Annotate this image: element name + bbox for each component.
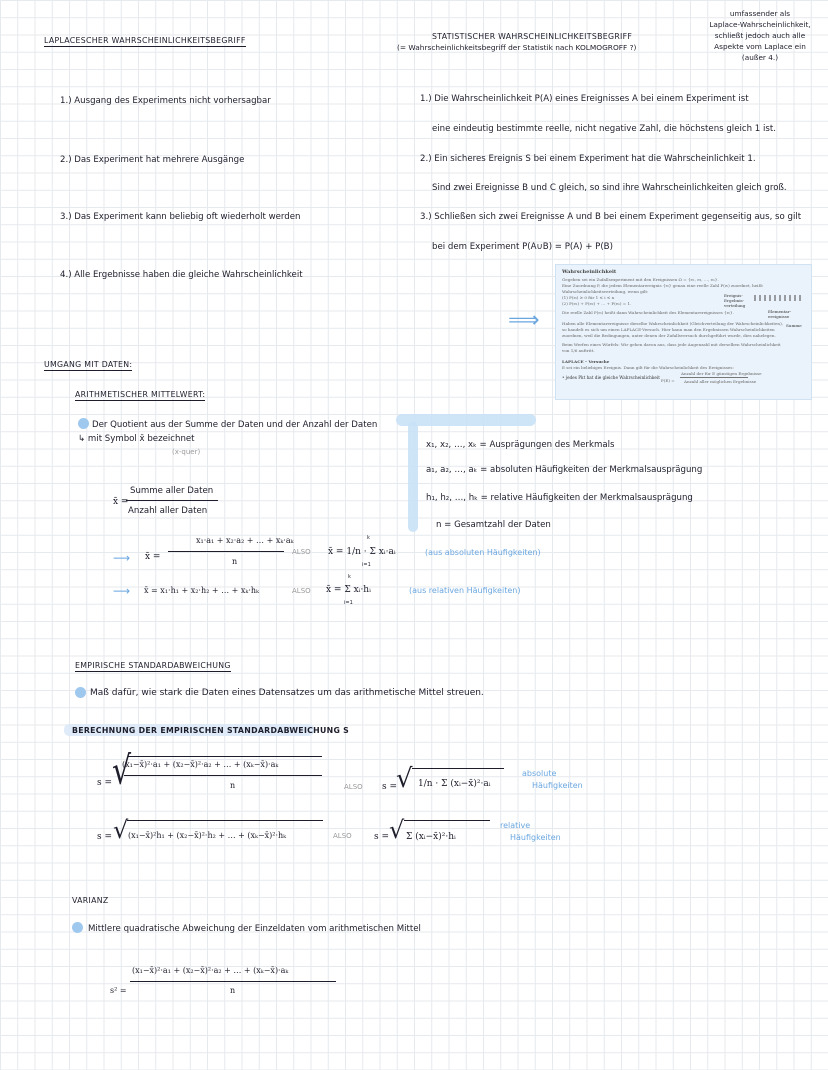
kolmogorov-item-1b: eine eindeutig bestimmte reelle, nicht negative Zahl, die höchstens gleich 1 ist.	[432, 124, 776, 134]
compact-rel: x̄ = Σ xᵢ·hᵢ	[326, 585, 371, 595]
legend-2: a₁, a₂, …, aₖ = absoluten Häufigkeiten der Merkmalsausprägung	[426, 465, 703, 475]
var-num: (x₁−x̄)²·a₁ + (x₂−x̄)²·a₂ + … + (xₖ−x̄)·aₖ	[132, 966, 289, 975]
box-laplace-heading: LAPLACE – Versuche	[562, 359, 610, 364]
legend-4: n = Gesamtzahl der Daten	[436, 520, 551, 530]
box-line: (2) P(e₁) + P(e₂) + … + P(eₙ) = 1.	[562, 301, 632, 306]
box-laplace-line: E sei ein beliebiges Ereignis. Dann gilt für die Wahrscheinlichkeit des Ereignisses:	[562, 365, 734, 370]
sum-limit-top: k	[348, 574, 351, 580]
also-4: ALSO	[333, 832, 352, 840]
std-abs-num: (x₁−x̄)²·a₁ + (x₂−x̄)²·a₂ + … + (xₖ−x̄)·aₖ	[122, 760, 279, 769]
box-line: Die reelle Zahl P(eᵢ) heißt dann Wahrscheinlichkeit des Elementarereignisses {eᵢ}.	[562, 310, 734, 315]
box-heading: Wahrscheinlichkeit	[562, 269, 617, 275]
sum-limit-bottom: i=1	[344, 600, 353, 606]
s-eq: s =	[97, 778, 113, 788]
textbook-excerpt	[555, 264, 812, 400]
box-line: Eine Zuordnung P, die jedem Elementarereignis {eᵢ} genau eine reelle Zahl P(eᵢ) zuordnet, heißt	[562, 283, 763, 288]
laplace-item-2: 2.) Das Experiment hat mehrere Ausgänge	[60, 155, 245, 165]
frac-den: Anzahl aller Daten	[128, 506, 208, 516]
xquer-note: (x-quer)	[172, 448, 201, 456]
also-3: ALSO	[344, 783, 363, 791]
also-1: ALSO	[292, 548, 311, 556]
box-side-label: Elementar-	[768, 309, 792, 314]
margin-note: umfassender als Laplace-Wahrscheinlichkeit, schließt jedoch auch alle Aspekte vom Laplace ein (außer 4.)	[709, 9, 811, 62]
rel-note: relative Häufigkeiten	[500, 821, 561, 842]
sum-abs-num: x₁·a₁ + x₂·a₂ + … + xₖ·aₖ	[196, 536, 294, 545]
s-eq: s =	[97, 832, 113, 842]
mittelwert-title: ARITHMETISCHER MITTELWERT:	[75, 390, 206, 399]
aus-rel: (aus relativen Häufigkeiten)	[409, 586, 521, 595]
umgang-title: UMGANG MIT DATEN:	[44, 360, 133, 369]
sum-limit-bottom: i=1	[362, 562, 371, 568]
legend-3: h₁, h₂, …, hₖ = relative Häufigkeiten der Merkmalsausprägung	[426, 493, 693, 503]
s-eq: s =	[382, 782, 398, 792]
box-line: Gegeben sei ein Zufallsexperiment mit den Ereignissen Ω = {e₁, e₂, …, eₙ}.	[562, 277, 719, 282]
arrow-right-icon: ⟹	[508, 308, 540, 333]
also-2: ALSO	[292, 587, 311, 595]
bullet-icon	[78, 418, 89, 429]
std-text: Maß dafür, wie stark die Daten eines Datensatzes um das arithmetische Mittel streuen.	[90, 688, 484, 698]
sqrt-icon: √	[389, 816, 405, 844]
sum-rel: x̄ = x₁·h₁ + x₂·h₂ + … + xₖ·hₖ	[144, 586, 259, 595]
box-side-label: Summe	[786, 323, 802, 328]
arrow-icon: ⟶	[113, 584, 131, 598]
std-rel-compact: Σ (xᵢ−x̄)²·hᵢ	[406, 832, 456, 842]
box-formula-num: Anzahl der für E günstigen Ergebnisse	[681, 371, 762, 376]
box-line: so handelt es sich um einen LAPLACE-Versuch. Hier kann man den Ergebnissen Wahrscheinlichkeiten	[562, 327, 775, 332]
compact-abs: x̄ = 1/n · Σ xᵢ·aᵢ	[328, 547, 396, 557]
sqrt-icon: √	[396, 764, 413, 794]
xbar-eq: x̄ =	[145, 552, 161, 562]
box-line: Haben alle Elementarereignisse dieselbe Wahrscheinlichkeit (Gleichverteilung der Wahrscheinlichkeiten),	[562, 321, 783, 326]
kolmogorov-item-2b: Sind zwei Ereignisse B und C gleich, so sind ihre Wahrscheinlichkeiten gleich groß.	[432, 183, 787, 193]
highlight-stem	[408, 422, 418, 532]
std-title: EMPIRISCHE STANDARDABWEICHUNG	[75, 661, 231, 670]
laplace-item-1: 1.) Ausgang des Experiments nicht vorhersagbar	[60, 96, 271, 106]
abs-note: absolute Häufigkeiten	[522, 769, 583, 790]
laplace-title: LAPLACESCHER WAHRSCHEINLICHKEITSBEGRIFF	[44, 36, 246, 45]
kolmogorov-item-2: 2.) Ein sicheres Ereignis S bei einem Experiment hat die Wahrscheinlichkeit 1.	[420, 154, 756, 164]
box-line: von 1/6 auftritt.	[562, 348, 595, 353]
varianz-title: VARIANZ	[72, 896, 109, 905]
bullet-icon	[75, 687, 86, 698]
var-den: n	[230, 986, 236, 995]
sqrt-icon: √	[113, 816, 129, 844]
std-calc-title: BERECHNUNG DER EMPIRISCHEN STANDARDABWEICHUNG S	[72, 726, 350, 735]
kolmogorov-item-3: 3.) Schließen sich zwei Ereignisse A und B bei einem Experiment gegenseitig aus, so gilt	[420, 212, 802, 222]
box-line: (1) P(eᵢ) ≥ 0 für 1 ≤ i ≤ n	[562, 295, 615, 300]
box-line: Wahrscheinlichkeitsverteilung, wenn gilt:	[562, 289, 649, 294]
bullet-icon	[72, 922, 83, 933]
box-line: zuordnen, weil die Bedingungen, unter denen der Zufallsversuch durchgeführt wurde, dies nahelegen.	[562, 333, 776, 338]
s2-eq: s² =	[110, 986, 127, 995]
statistic-subtitle: (= Wahrscheinlichkeitsbegriff der Statistik nach KOLMOGROFF ?)	[397, 43, 637, 52]
laplace-item-4: 4.) Alle Ergebnisse haben die gleiche Wahrscheinlichkeit	[60, 270, 303, 280]
kolmogorov-item-3b: bei dem Experiment P(A∪B) = P(A) + P(B)	[432, 242, 613, 252]
xbar-eq: x̄ =	[113, 497, 129, 507]
aus-abs: (aus absoluten Häufigkeiten)	[425, 548, 541, 557]
mittelwert-text: Der Quotient aus der Summe der Daten und der Anzahl der Daten	[92, 420, 378, 430]
box-side-label: verteilung	[724, 303, 746, 308]
varianz-text: Mittlere quadratische Abweichung der Einzeldaten vom arithmetischen Mittel	[88, 924, 421, 934]
std-abs-compact: 1/n · Σ (xᵢ−x̄)²·aᵢ	[418, 779, 491, 789]
box-line: Beim Werfen eines Würfels: Wir gehen davon aus, dass jede Augenzahl mit derselben Wahrscheinlichkeit	[562, 342, 781, 347]
box-note: • jedes Pkt hat die gleiche Wahrscheinlichkeit	[562, 375, 660, 380]
legend-1: x₁, x₂, …, xₖ = Ausprägungen des Merkmals	[426, 440, 615, 450]
kolmogorov-item-1: 1.) Die Wahrscheinlichkeit P(A) eines Ereignisses A bei einem Experiment ist	[420, 94, 749, 104]
statistic-title: STATISTISCHER WAHRSCHEINLICHKEITSBEGRIFF	[432, 32, 633, 41]
box-formula-left: P(E) =	[661, 378, 675, 383]
laplace-item-3: 3.) Das Experiment kann beliebig oft wiederholt werden	[60, 212, 301, 222]
std-rel: (x₁−x̄)²h₁ + (x₂−x̄)²·h₂ + … + (xₖ−x̄)²·hₖ	[128, 831, 287, 840]
box-side-label: Ergebnis-	[724, 298, 745, 303]
s-eq: s =	[374, 832, 390, 842]
box-side-label: Ereignis-	[724, 293, 743, 298]
mittelwert-symbol: ↳ mit Symbol x̄ bezeichnet	[78, 434, 195, 444]
sum-limit-top: k	[367, 535, 370, 541]
std-abs-den: n	[230, 781, 236, 790]
frac-num: Summe aller Daten	[130, 486, 214, 496]
box-formula-den: Anzahl aller möglichen Ergebnisse	[684, 379, 757, 384]
sqrt-icon: √	[112, 748, 132, 795]
arrow-icon: ⟶	[113, 551, 131, 565]
box-side-label: ereignisse	[768, 314, 790, 319]
sum-abs-den: n	[232, 557, 238, 566]
